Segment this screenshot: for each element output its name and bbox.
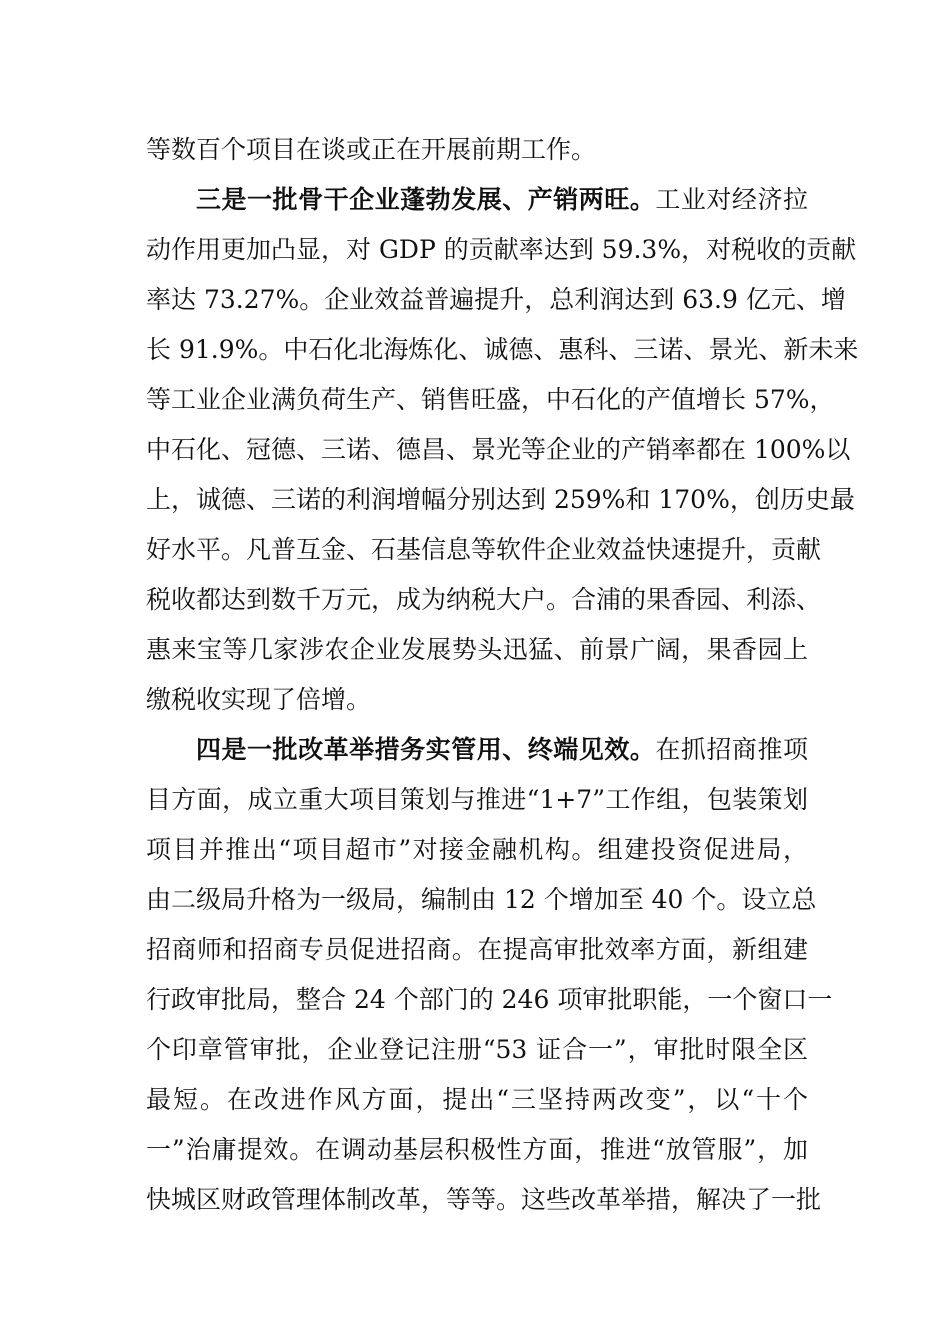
paragraph-2-first-line	[196, 180, 808, 220]
paragraph-3-line: 招商师和招商专员促进招商。在提高审批效率方面，新组建	[146, 935, 808, 964]
paragraph-2-line: 动作用更加凸显，对 GDP 的贡献率达到 59.3%，对税收的贡献	[146, 235, 857, 264]
paragraph-2-last-line: 缴税收实现了倍增。	[146, 685, 372, 714]
paragraph-2-line: 等工业企业满负荷生产、销售旺盛，中石化的产值增长 57%，	[146, 385, 835, 414]
paragraph-3-first-line	[196, 730, 808, 770]
paragraph-2-first-line-rest: 工业对经济拉	[655, 185, 808, 214]
paragraph-1-line-1: 等数百个项目在谈或正在开展前期工作。	[146, 135, 597, 164]
paragraph-2-line: 税收都达到数千万元，成为纳税大户。合浦的果香园、利添、	[146, 585, 822, 614]
paragraph-2-line: 好水平。凡普互金、石基信息等软件企业效益快速提升，贡献	[146, 535, 822, 564]
paragraph-3-line: 行政审批局，整合 24 个部门的 246 项审批职能，一个窗口一	[146, 985, 833, 1014]
paragraph-2-line: 中石化、冠德、三诺、德昌、景光等企业的产销率都在 100%以	[146, 435, 851, 464]
paragraph-3-line: 最短。在改进作风方面，提出“三坚持两改变”，以“十个	[146, 1085, 808, 1114]
paragraph-2-line: 率达 73.27%。企业效益普遍提升，总利润达到 63.9 亿元、增	[146, 285, 846, 314]
paragraph-3-first-line-rest: 在抓招商推项	[655, 735, 808, 764]
paragraph-3-line: 项目并推出“项目超市”对接金融机构。组建投资促进局，	[146, 835, 808, 864]
paragraph-3-line: 快城区财政管理体制改革，等等。这些改革举措，解决了一批	[146, 1185, 822, 1214]
paragraph-3-line: 由二级局升格为一级局，编制由 12 个增加至 40 个。设立总	[146, 885, 817, 914]
paragraph-2-heading: 三是一批骨干企业蓬勃发展、产销两旺。	[196, 185, 656, 214]
paragraph-3-line: 一”治庸提效。在调动基层积极性方面，推进“放管服”，加	[146, 1135, 808, 1164]
paragraph-2-line: 长 91.9%。中石化北海炼化、诚德、惠科、三诺、景光、新未来	[146, 335, 859, 364]
paragraph-3-line: 目方面，成立重大项目策划与推进“1+7”工作组，包装策划	[146, 785, 808, 814]
paragraph-2-line: 惠来宝等几家涉农企业发展势头迅猛、前景广阔，果香园上	[146, 635, 808, 664]
paragraph-3-heading: 四是一批改革举措务实管用、终端见效。	[196, 735, 656, 764]
paragraph-3-line: 个印章管审批，企业登记注册“53 证合一”，审批时限全区	[146, 1035, 808, 1064]
paragraph-2-line: 上，诚德、三诺的利润增幅分别达到 259%和 170%，创历史最	[146, 485, 855, 514]
